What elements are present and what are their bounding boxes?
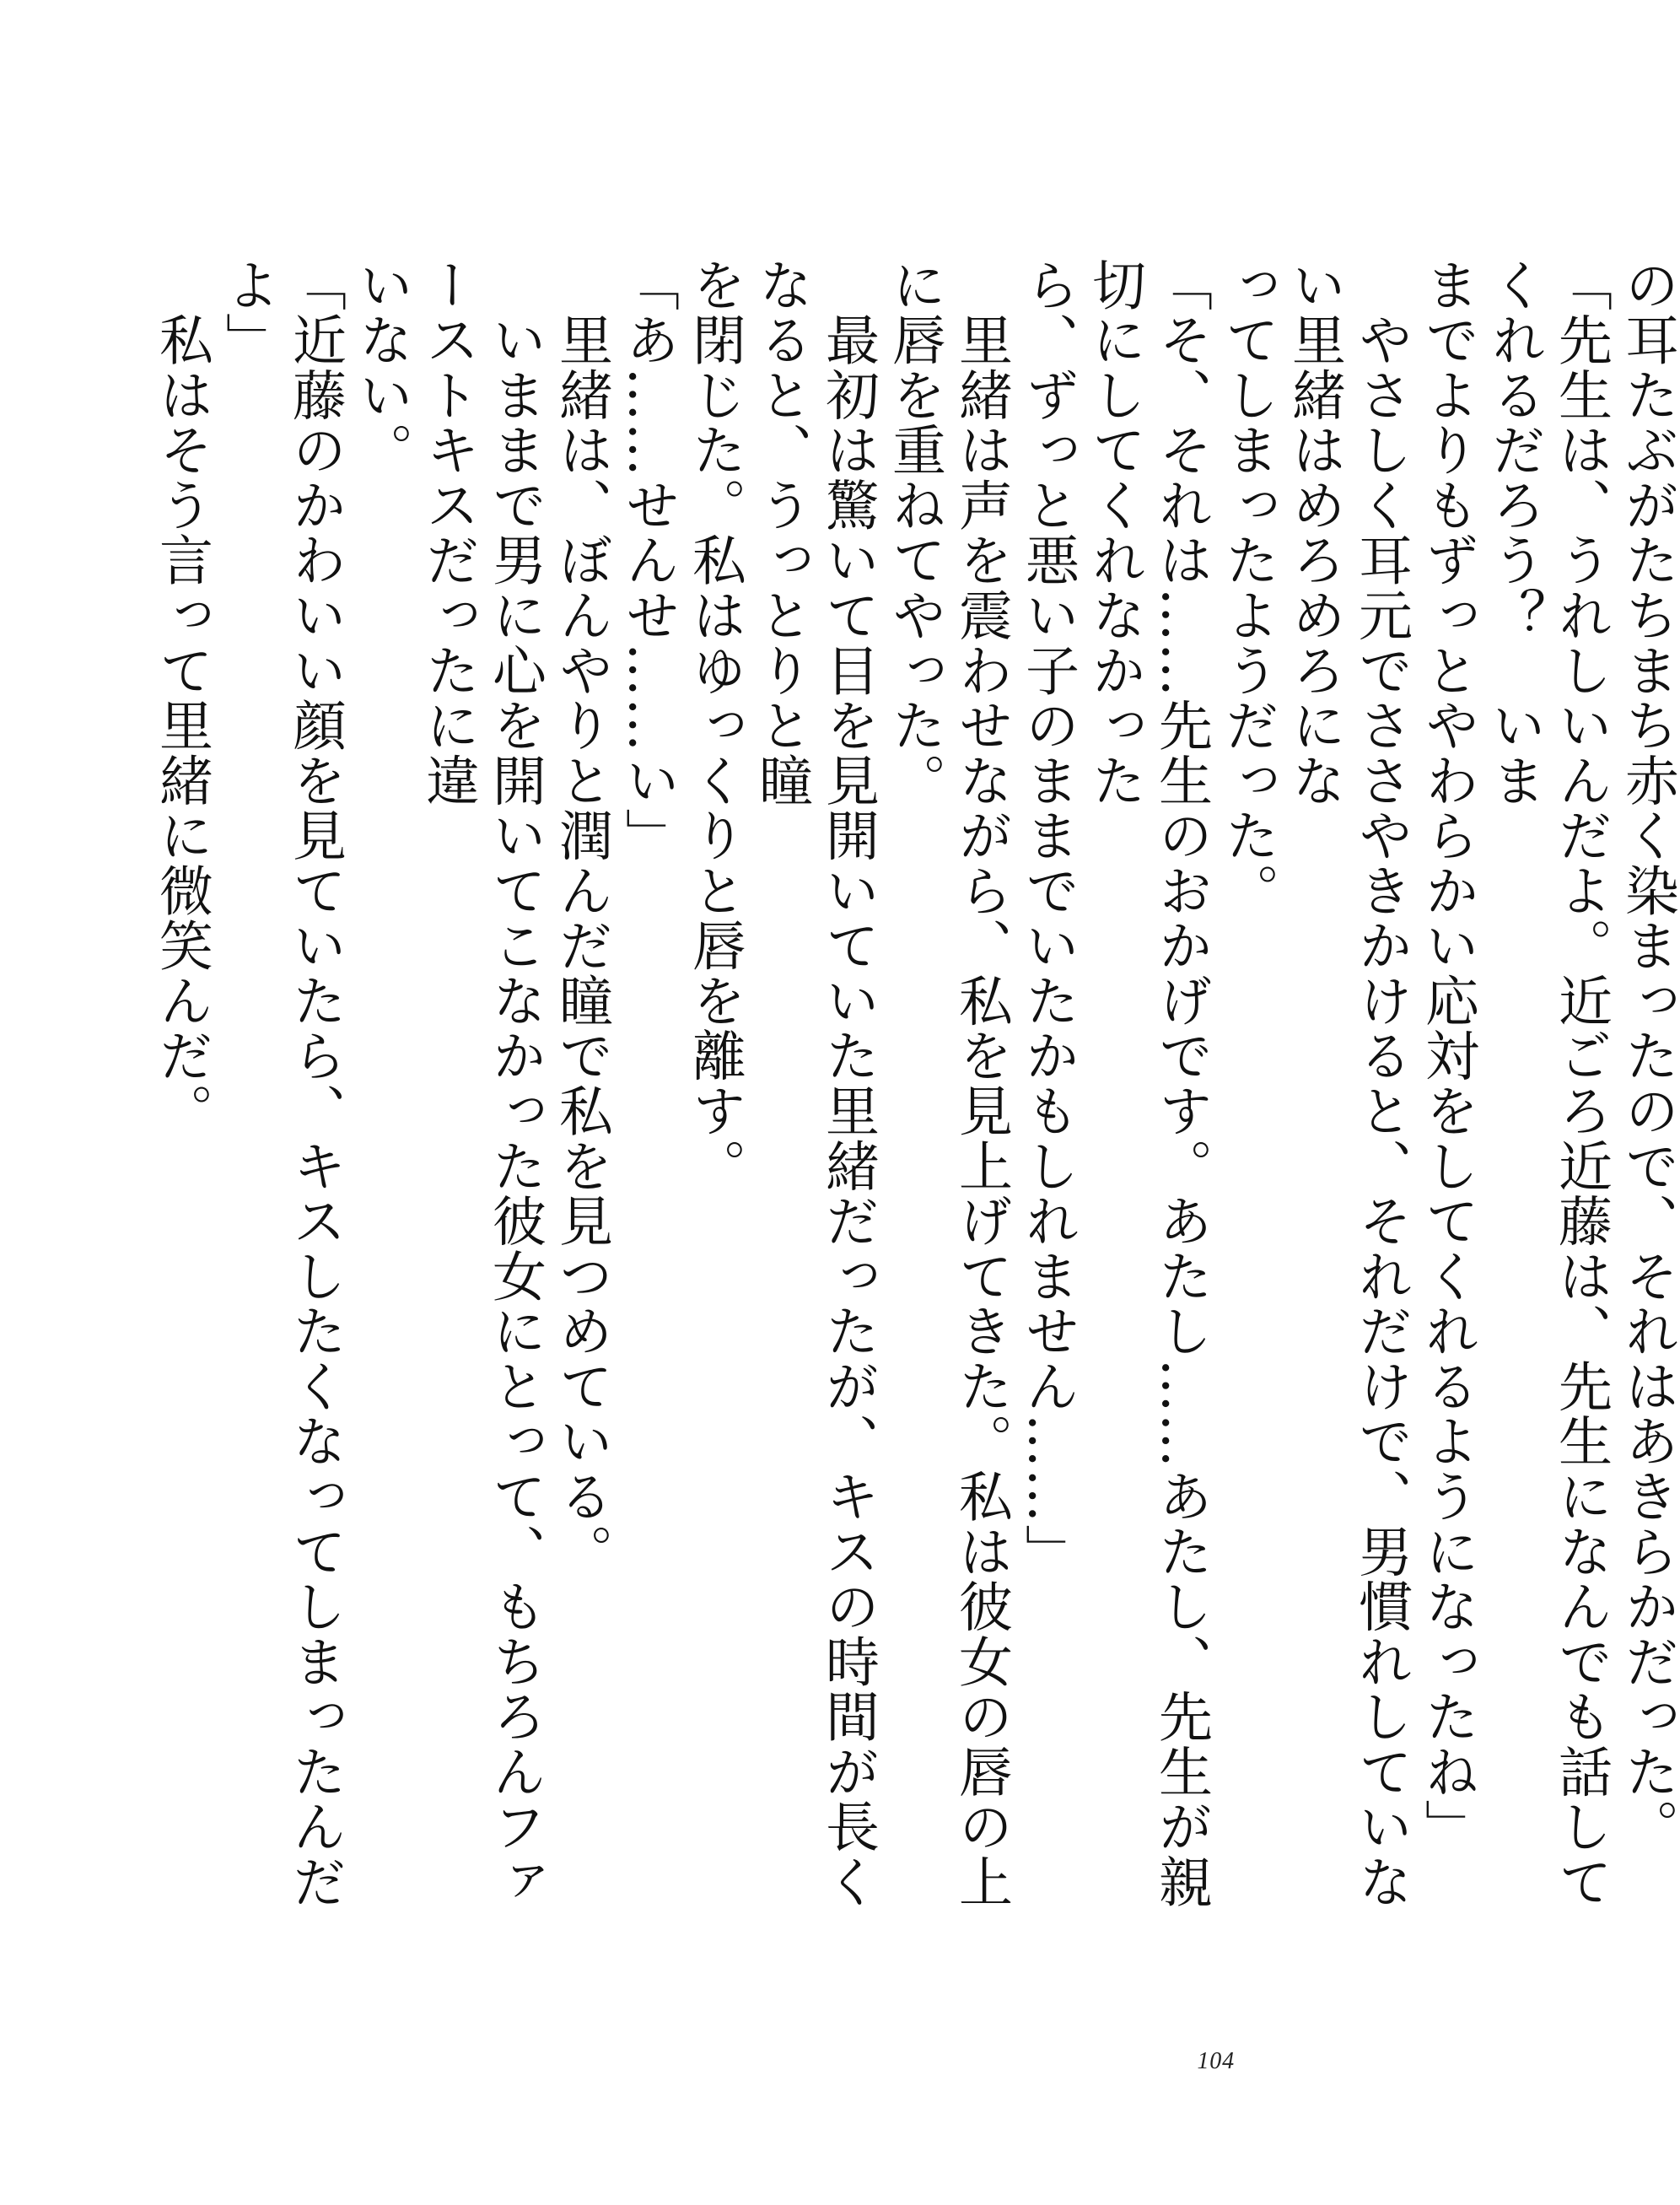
text-line: 「近藤のかわいい顔を見ていたら、キスしたくなってしまったんだよ」	[217, 257, 346, 1910]
text-line: ってしまったようだった。	[1216, 257, 1279, 919]
text-line: 里緒は声を震わせながら、私を見上げてきた。私は彼女の唇の上に唇を重ねてやった。	[883, 257, 1012, 1910]
text-line: 「そ、それは……先生のおかげです。あたし……あたし、先生が親切にしてくれなかった	[1083, 257, 1212, 1910]
text-line: 「あ……せんせ……い」	[617, 257, 679, 864]
text-line: いままで男に心を開いてこなかった彼女にとって、もちろんファーストキスだったに違	[417, 257, 546, 1910]
text-line: の耳たぶがたちまち赤く染まったので、それはあきらかだった。	[1616, 257, 1678, 1855]
text-line: 最初は驚いて目を見開いていた里緒だったが、キスの時間が長くなると、うっとりと瞳	[750, 257, 879, 1910]
text-line: を閉じた。私はゆっくりと唇を離す。	[683, 257, 746, 1194]
text-line: 里緒は、ぼんやりと潤んだ瞳で私を見つめている。	[550, 257, 612, 1579]
vertical-body-text	[148, 257, 1680, 1927]
text-line: 「先生は、うれしいんだよ。近ごろ近藤は、先生になんでも話してくれるだろう？ いま	[1483, 257, 1612, 1910]
page-number: 104	[1197, 2048, 1235, 2074]
text-line: いない。	[350, 257, 412, 478]
text-line: までよりもずっとやわらかい応対をしてくれるようになったね」	[1416, 257, 1478, 1855]
text-line: やさしく耳元でささやきかけると、それだけで、男慣れしていない里緒はめろめろにな	[1283, 257, 1412, 1910]
text-line: 私はそう言って里緒に微笑んだ。	[150, 257, 213, 1139]
body-text-block	[148, 257, 1678, 1927]
text-line: ら、ずっと悪い子のままでいたかもしれません……」	[1016, 257, 1079, 1579]
